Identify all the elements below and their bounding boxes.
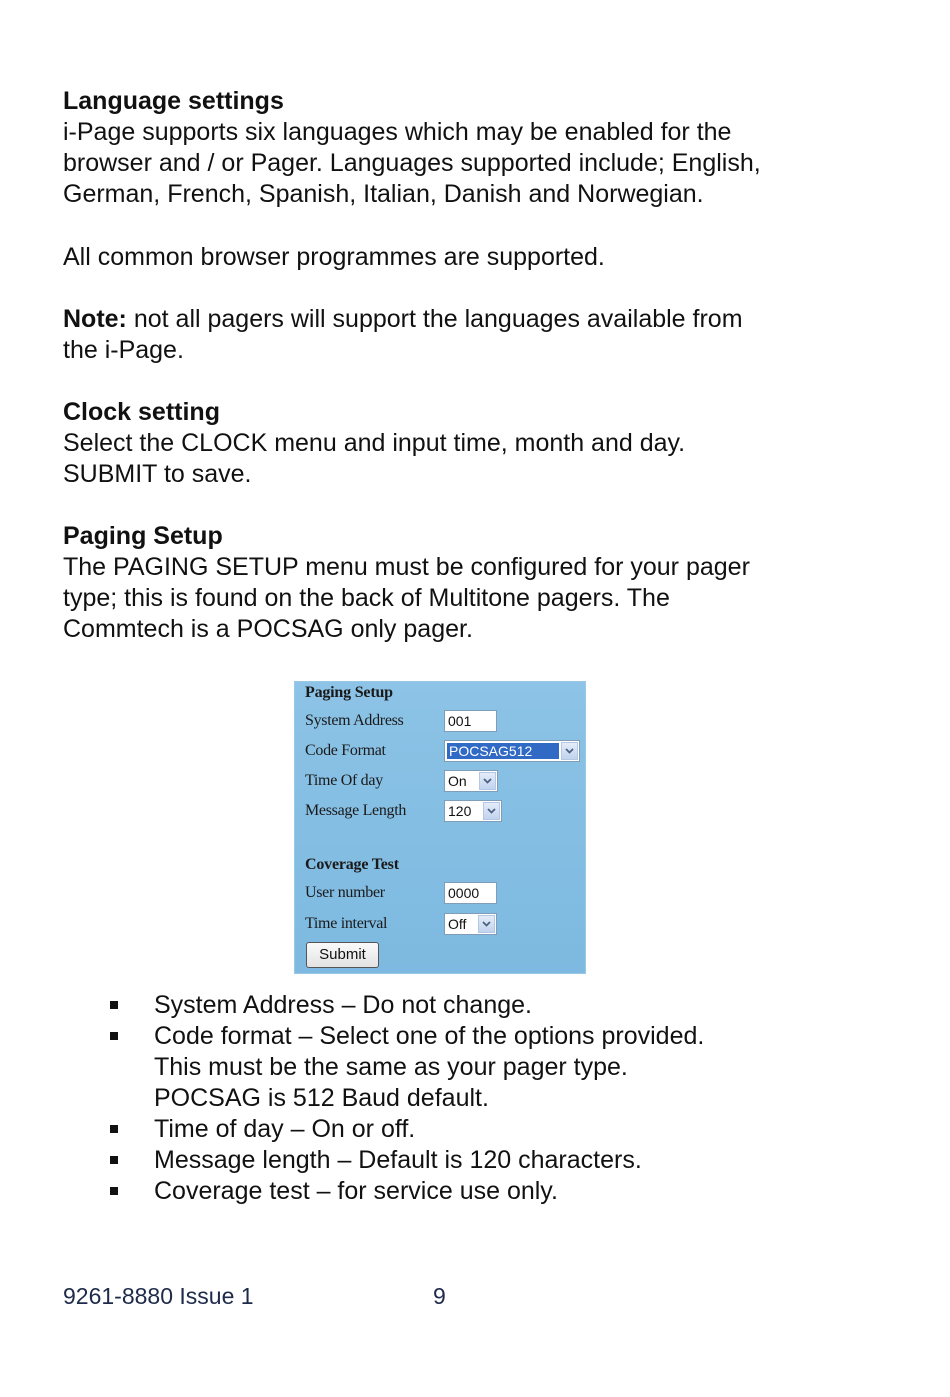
bullet-list bbox=[110, 990, 870, 1207]
paging-line-2: type; this is found on the back of Multitone pagers. The bbox=[63, 584, 670, 612]
language-heading: Language settings bbox=[63, 87, 284, 115]
bullet-square-icon bbox=[110, 1125, 118, 1133]
footer-doc-id: 9261-8880 Issue 1 bbox=[63, 1283, 254, 1309]
clock-line-2: SUBMIT to save. bbox=[63, 460, 252, 488]
bullet-square-icon bbox=[110, 1156, 118, 1164]
bullet-line: Coverage test – for service use only. bbox=[154, 1177, 558, 1205]
paging-line-1: The PAGING SETUP menu must be configured for your pager bbox=[63, 553, 750, 581]
bullet-line: Code format – Select one of the options provided. bbox=[154, 1022, 705, 1050]
time-interval-label: Time interval bbox=[305, 915, 388, 932]
message-length-label: Message Length bbox=[305, 802, 407, 819]
time-interval-value: Off bbox=[448, 916, 467, 932]
note-label: Note: bbox=[63, 305, 127, 333]
paging-section bbox=[63, 521, 863, 645]
list-item bbox=[110, 1176, 870, 1207]
panel-coverage-title: Coverage Test bbox=[305, 856, 399, 873]
bullet-square-icon bbox=[110, 1187, 118, 1195]
bullet-line: POCSAG is 512 Baud default. bbox=[154, 1084, 489, 1112]
code-format-select[interactable] bbox=[444, 740, 580, 762]
chevron-down-icon[interactable] bbox=[478, 915, 495, 933]
clock-line-1: Select the CLOCK menu and input time, month and day. bbox=[63, 429, 686, 457]
language-line-1: i-Page supports six languages which may be enabled for the bbox=[63, 118, 732, 146]
clock-heading: Clock setting bbox=[63, 398, 220, 426]
browsers-section bbox=[63, 242, 863, 273]
code-format-value: POCSAG512 bbox=[447, 743, 559, 759]
time-of-day-select[interactable] bbox=[444, 770, 498, 792]
chevron-down-icon[interactable] bbox=[479, 772, 496, 790]
bullet-line: System Address – Do not change. bbox=[154, 991, 532, 1019]
system-address-input[interactable]: 001 bbox=[444, 710, 497, 732]
list-item bbox=[110, 1145, 870, 1176]
paging-heading: Paging Setup bbox=[63, 522, 223, 550]
language-section bbox=[63, 86, 863, 210]
note-text: not all pagers will support the languages available from bbox=[126, 305, 743, 333]
chevron-down-icon[interactable] bbox=[561, 742, 578, 760]
user-number-label: User number bbox=[305, 884, 385, 901]
note-line-2: the i-Page. bbox=[63, 336, 184, 364]
browsers-text: All common browser programmes are supported. bbox=[63, 243, 605, 271]
message-length-select[interactable] bbox=[444, 800, 502, 822]
time-of-day-label: Time Of day bbox=[305, 772, 383, 789]
bullet-square-icon bbox=[110, 1001, 118, 1009]
time-interval-select[interactable] bbox=[444, 913, 497, 935]
bullet-line: Message length – Default is 120 characters. bbox=[154, 1146, 642, 1174]
list-item bbox=[110, 990, 870, 1021]
system-address-label: System Address bbox=[305, 712, 404, 729]
panel-paging-title: Paging Setup bbox=[305, 684, 393, 701]
paging-setup-panel bbox=[294, 681, 586, 974]
bullet-line: This must be the same as your pager type. bbox=[154, 1053, 628, 1081]
user-number-input[interactable]: 0000 bbox=[444, 882, 497, 904]
note-line-1 bbox=[63, 304, 863, 335]
bullet-square-icon bbox=[110, 1032, 118, 1040]
clock-section bbox=[63, 397, 863, 490]
chevron-down-icon[interactable] bbox=[483, 802, 500, 820]
bullet-line: Time of day – On or off. bbox=[154, 1115, 416, 1143]
language-line-2: browser and / or Pager. Languages supported include; English, bbox=[63, 149, 761, 177]
message-length-value: 120 bbox=[448, 803, 472, 819]
time-of-day-value: On bbox=[448, 773, 467, 789]
note-section bbox=[63, 304, 863, 366]
paging-line-3: Commtech is a POCSAG only pager. bbox=[63, 615, 473, 643]
language-line-3: German, French, Spanish, Italian, Danish and Norwegian. bbox=[63, 180, 704, 208]
list-item bbox=[110, 1021, 870, 1114]
submit-button[interactable]: Submit bbox=[306, 942, 379, 968]
code-format-label: Code Format bbox=[305, 742, 386, 759]
list-item bbox=[110, 1114, 870, 1145]
footer-page-number: 9 bbox=[433, 1283, 446, 1309]
